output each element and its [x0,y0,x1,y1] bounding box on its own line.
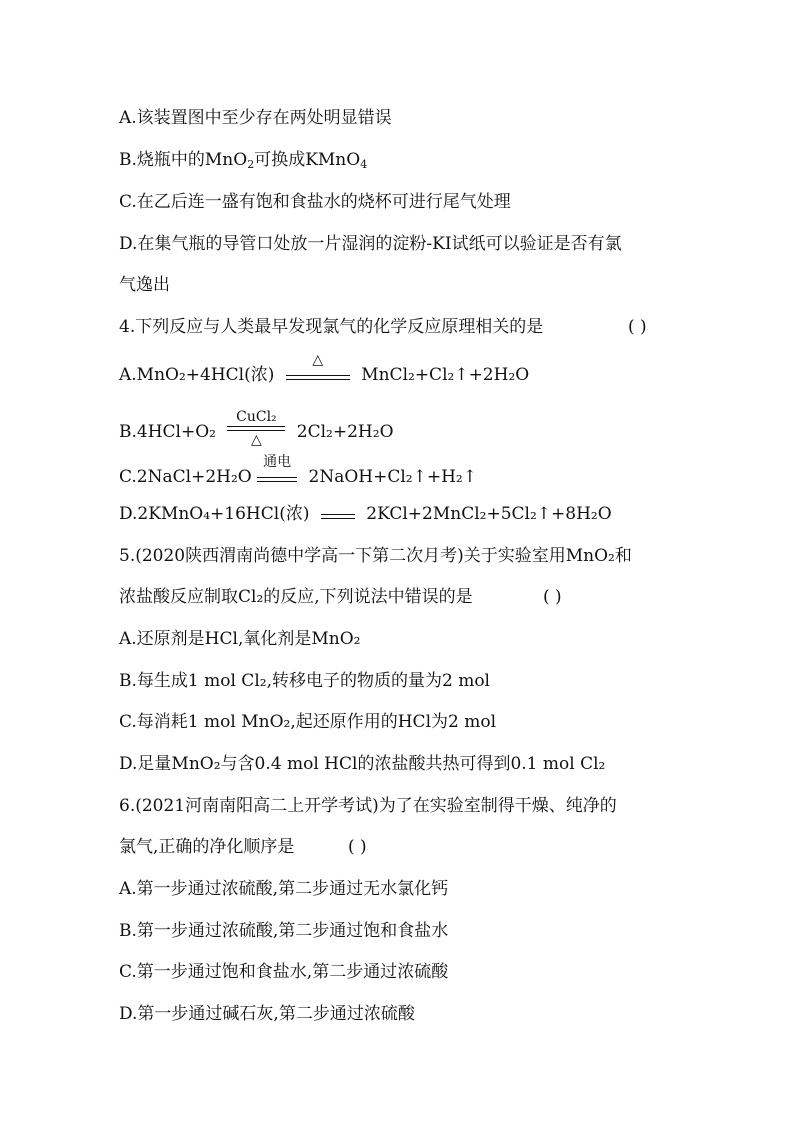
q5-stem-line2: 浓盐酸反应制取Cl₂的反应,下列说法中错误的是 [119,587,473,607]
q4-option-d [119,503,612,526]
q4-option-c [119,453,477,489]
q4-option-a-right: MnCl₂+Cl₂↑+2H₂O [361,365,530,385]
q4-option-d-right: 2KCl+2MnCl₂+5Cl₂↑+8H₂O [366,504,612,524]
q4-option-c-left: C.2NaCl+2H₂O [119,467,252,487]
reaction-equal-sign [321,504,355,526]
q6-answer-paren: ( ) [348,837,367,857]
q4-option-b-right: 2Cl₂+2H₂O [296,422,394,442]
q5-option-c: C.每消耗1 mol MnO₂,起还原作用的HCl为2 mol [119,712,497,732]
q6-option-a: A.第一步通过浓硫酸,第二步通过无水氯化钙 [119,879,449,899]
q6-option-c: C.第一步通过饱和食盐水,第二步通过浓硫酸 [119,962,449,982]
q4-option-b [119,408,394,448]
q6-stem-line1: 6.(2021河南南阳高二上开学考试)为了在实验室制得干燥、纯净的 [119,796,617,816]
reaction-condition-sign [286,351,350,387]
q3-option-c: C.在乙后连一盛有饱和食盐水的烧杯可进行尾气处理 [119,192,511,212]
q3-option-a: A.该装置图中至少存在两处明显错误 [119,108,392,128]
q5-option-b: B.每生成1 mol Cl₂,转移电子的物质的量为2 mol [119,671,490,691]
q3-option-b-text-2: 可换成KMnO [254,150,361,170]
q4-option-a-left: A.MnO₂+4HCl(浓) [119,365,275,385]
q3-option-b-sub-2: 4 [360,158,368,171]
heat-triangle-icon: △ [251,431,262,448]
q4-option-d-left: D.2KMnO₄+16HCl(浓) [119,504,310,524]
q5-option-a: A.还原剂是HCl,氧化剂是MnO₂ [119,629,361,649]
q6-option-d: D.第一步通过碱石灰,第二步通过浓硫酸 [119,1004,415,1024]
reaction-condition-sign [227,408,285,448]
q3-option-b-text-1: B.烧瓶中的MnO [119,150,248,170]
electrolysis-label: 通电 [263,453,292,470]
q3-option-d-line1: D.在集气瓶的导管口处放一片湿润的淀粉-KI试纸可以验证是否有氯 [119,234,622,254]
catalyst-label: CuCl₂ [236,408,277,425]
q4-option-b-left: B.4HCl+O₂ [119,422,216,442]
q6-option-b: B.第一步通过浓硫酸,第二步通过饱和食盐水 [119,921,449,941]
q4-answer-paren: ( ) [628,317,647,337]
q5-answer-paren: ( ) [543,587,562,607]
q4-option-a [119,351,530,387]
heat-triangle-icon: △ [312,351,324,368]
q3-option-b-sub-1: 2 [247,158,255,171]
q5-stem-line1: 5.(2020陕西渭南尚德中学高一下第二次月考)关于实验室用MnO₂和 [119,546,632,566]
q4-stem: 4.下列反应与人类最早发现氯气的化学反应原理相关的是 [119,317,544,337]
q5-option-d: D.足量MnO₂与含0.4 mol HCl的浓盐酸共热可得到0.1 mol Cl₂ [119,754,606,774]
q3-option-d-line2: 气逸出 [119,275,170,295]
q3-option-b [119,149,367,171]
q6-stem-line2: 氯气,正确的净化顺序是 [119,837,295,857]
q4-option-c-right: 2NaOH+Cl₂↑+H₂↑ [308,467,477,487]
reaction-condition-sign [257,453,297,489]
